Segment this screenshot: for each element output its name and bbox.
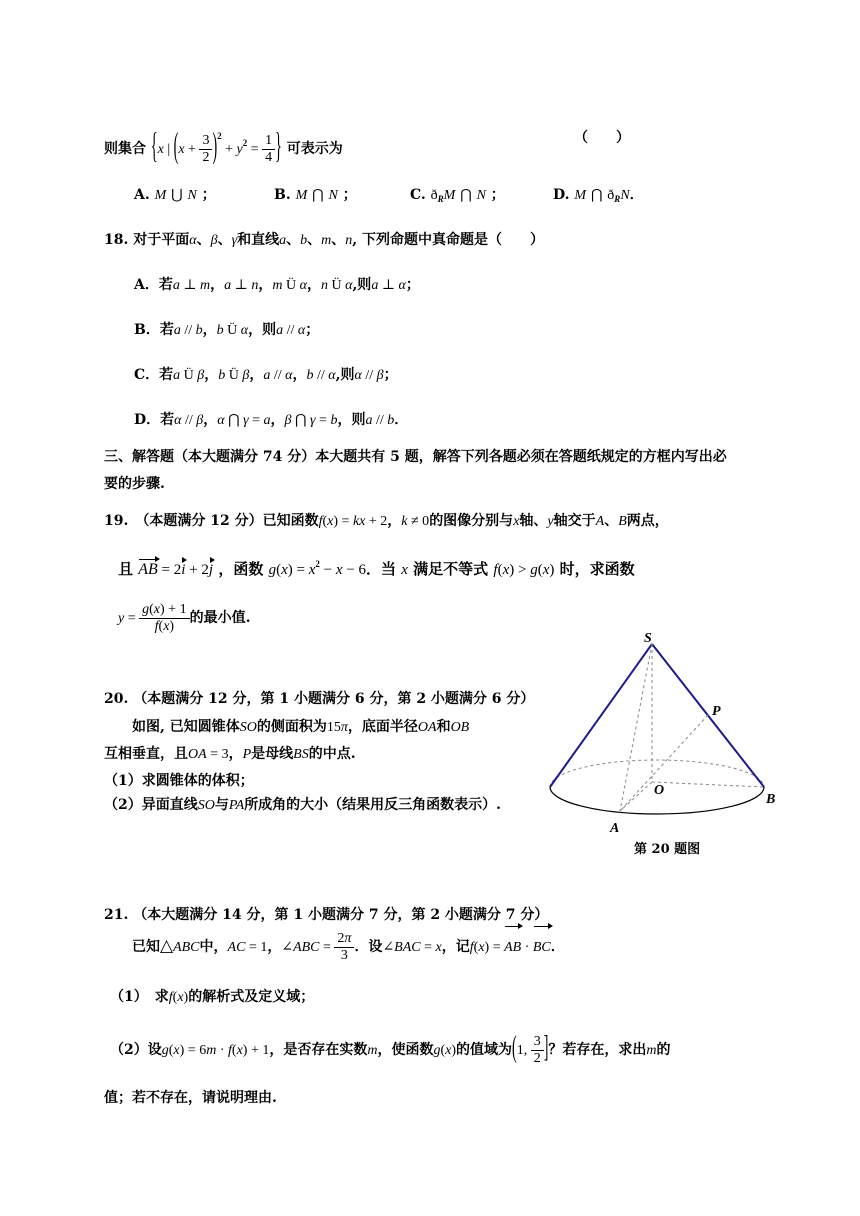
q20-line1: 如图, 已知圆锥体SO的侧面积为15π，底面半径OA和OB [132, 719, 470, 735]
section3-line2: 要的步骤. [104, 476, 165, 492]
q18-stem: 18. 对于平面α、β、γ和直线a、b、m、n, 下列命题中真命题是（ ） [104, 232, 544, 248]
q20-sub1: （1）求圆锥体的体积； [104, 773, 254, 789]
q21-sub1: （1） 求f(x)的解析式及定义域； [110, 989, 315, 1005]
q19-line3: y = $\frac{g(x) + 1}{f(x)}$ 的最小值. [118, 602, 251, 634]
q17-option-d: D. M ⋂ $ð_RN$． [553, 187, 644, 204]
q18-option-d: D．若α // β，α ⋂ γ = a，β ⋂ γ = b，则a // b． [134, 412, 409, 428]
q17-set-line: 则集合 {x | (x + $\frac{3}{2}$ )$^2 + y^2$ = $\frac{1}{4}$ } 可表示为 [104, 128, 343, 168]
label-p: P [712, 704, 721, 719]
q21-head: 21. （本大题满分 14 分，第 1 小题满分 7 分，第 2 小题满分 7 分） [104, 907, 549, 923]
q21-line1: 已知△ABC中，AC = 1，∠ABC = $\frac{2\pi}{3}$ ．设∠BAC = x，记f(x) = AB · BC． [132, 926, 565, 968]
q18-option-c: C．若a Ü β，b Ü β，a // α，b // α,则α // β； [134, 367, 398, 383]
q17-option-c: C. $ð_RM$ ⋂ N ； [410, 187, 505, 204]
q17-answer-paren: （ ） [574, 130, 630, 146]
segment-ob [652, 782, 764, 787]
q21-sub2-line2: 值；若不存在，请说明理由. [104, 1090, 277, 1106]
q20-head: 20. （本题满分 12 分，第 1 小题满分 6 分，第 2 小题满分 6 分） [104, 691, 535, 707]
q18-option-b: B．若a // b，b Ü α，则a // α； [134, 322, 320, 338]
q17-option-a: A. M ⋃ N ； [134, 187, 216, 203]
figure-caption: 第 20 题图 [634, 842, 701, 857]
generatrix-sa-left [550, 644, 652, 787]
label-s: S [644, 631, 652, 646]
q20-sub2: （2）异面直线SO与PA所成角的大小（结果用反三角函数表示）. [104, 797, 502, 813]
q17-tail: 可表示为 [286, 141, 343, 157]
q21-sub2: （2）设g(x) = 6m · f(x) + 1，是否存在实数m，使函数g(x)的值域为(1, $\frac{3}{2}$ ]？若存在，求出m的 [110, 1032, 671, 1066]
q19-line1: 19. （本题满分 12 分）已知函数f(x) = kx + 2，k ≠ 0的图像分别与x轴、y轴交于A、B两点， [104, 513, 669, 529]
cone-figure [540, 630, 780, 860]
label-b: B [766, 792, 776, 807]
label-o: O [654, 783, 665, 798]
q20-line2: 互相垂直，且OA = 3，P是母线BS的中点. [104, 746, 356, 762]
section3-line1: 三、解答题（本大题满分 74 分）本大题共有 5 题，解答下列各题必须在答题纸规定的方框内写出必 [104, 449, 727, 465]
q17-option-b: B. M ⋂ N ； [274, 187, 357, 203]
q19-line2: 且 AB = 2i + 2j ，函数 $g(x) = x^2 - x - 6$．当 x 满足不等式 f(x) > g(x) 时，求函数 [118, 559, 635, 578]
q18-option-a: A．若a ⊥ m，a ⊥ n，m Ü α，n Ü α,则a ⊥ α； [134, 277, 420, 293]
label-a: A [610, 821, 620, 836]
q17-intro: 则集合 [104, 141, 146, 157]
